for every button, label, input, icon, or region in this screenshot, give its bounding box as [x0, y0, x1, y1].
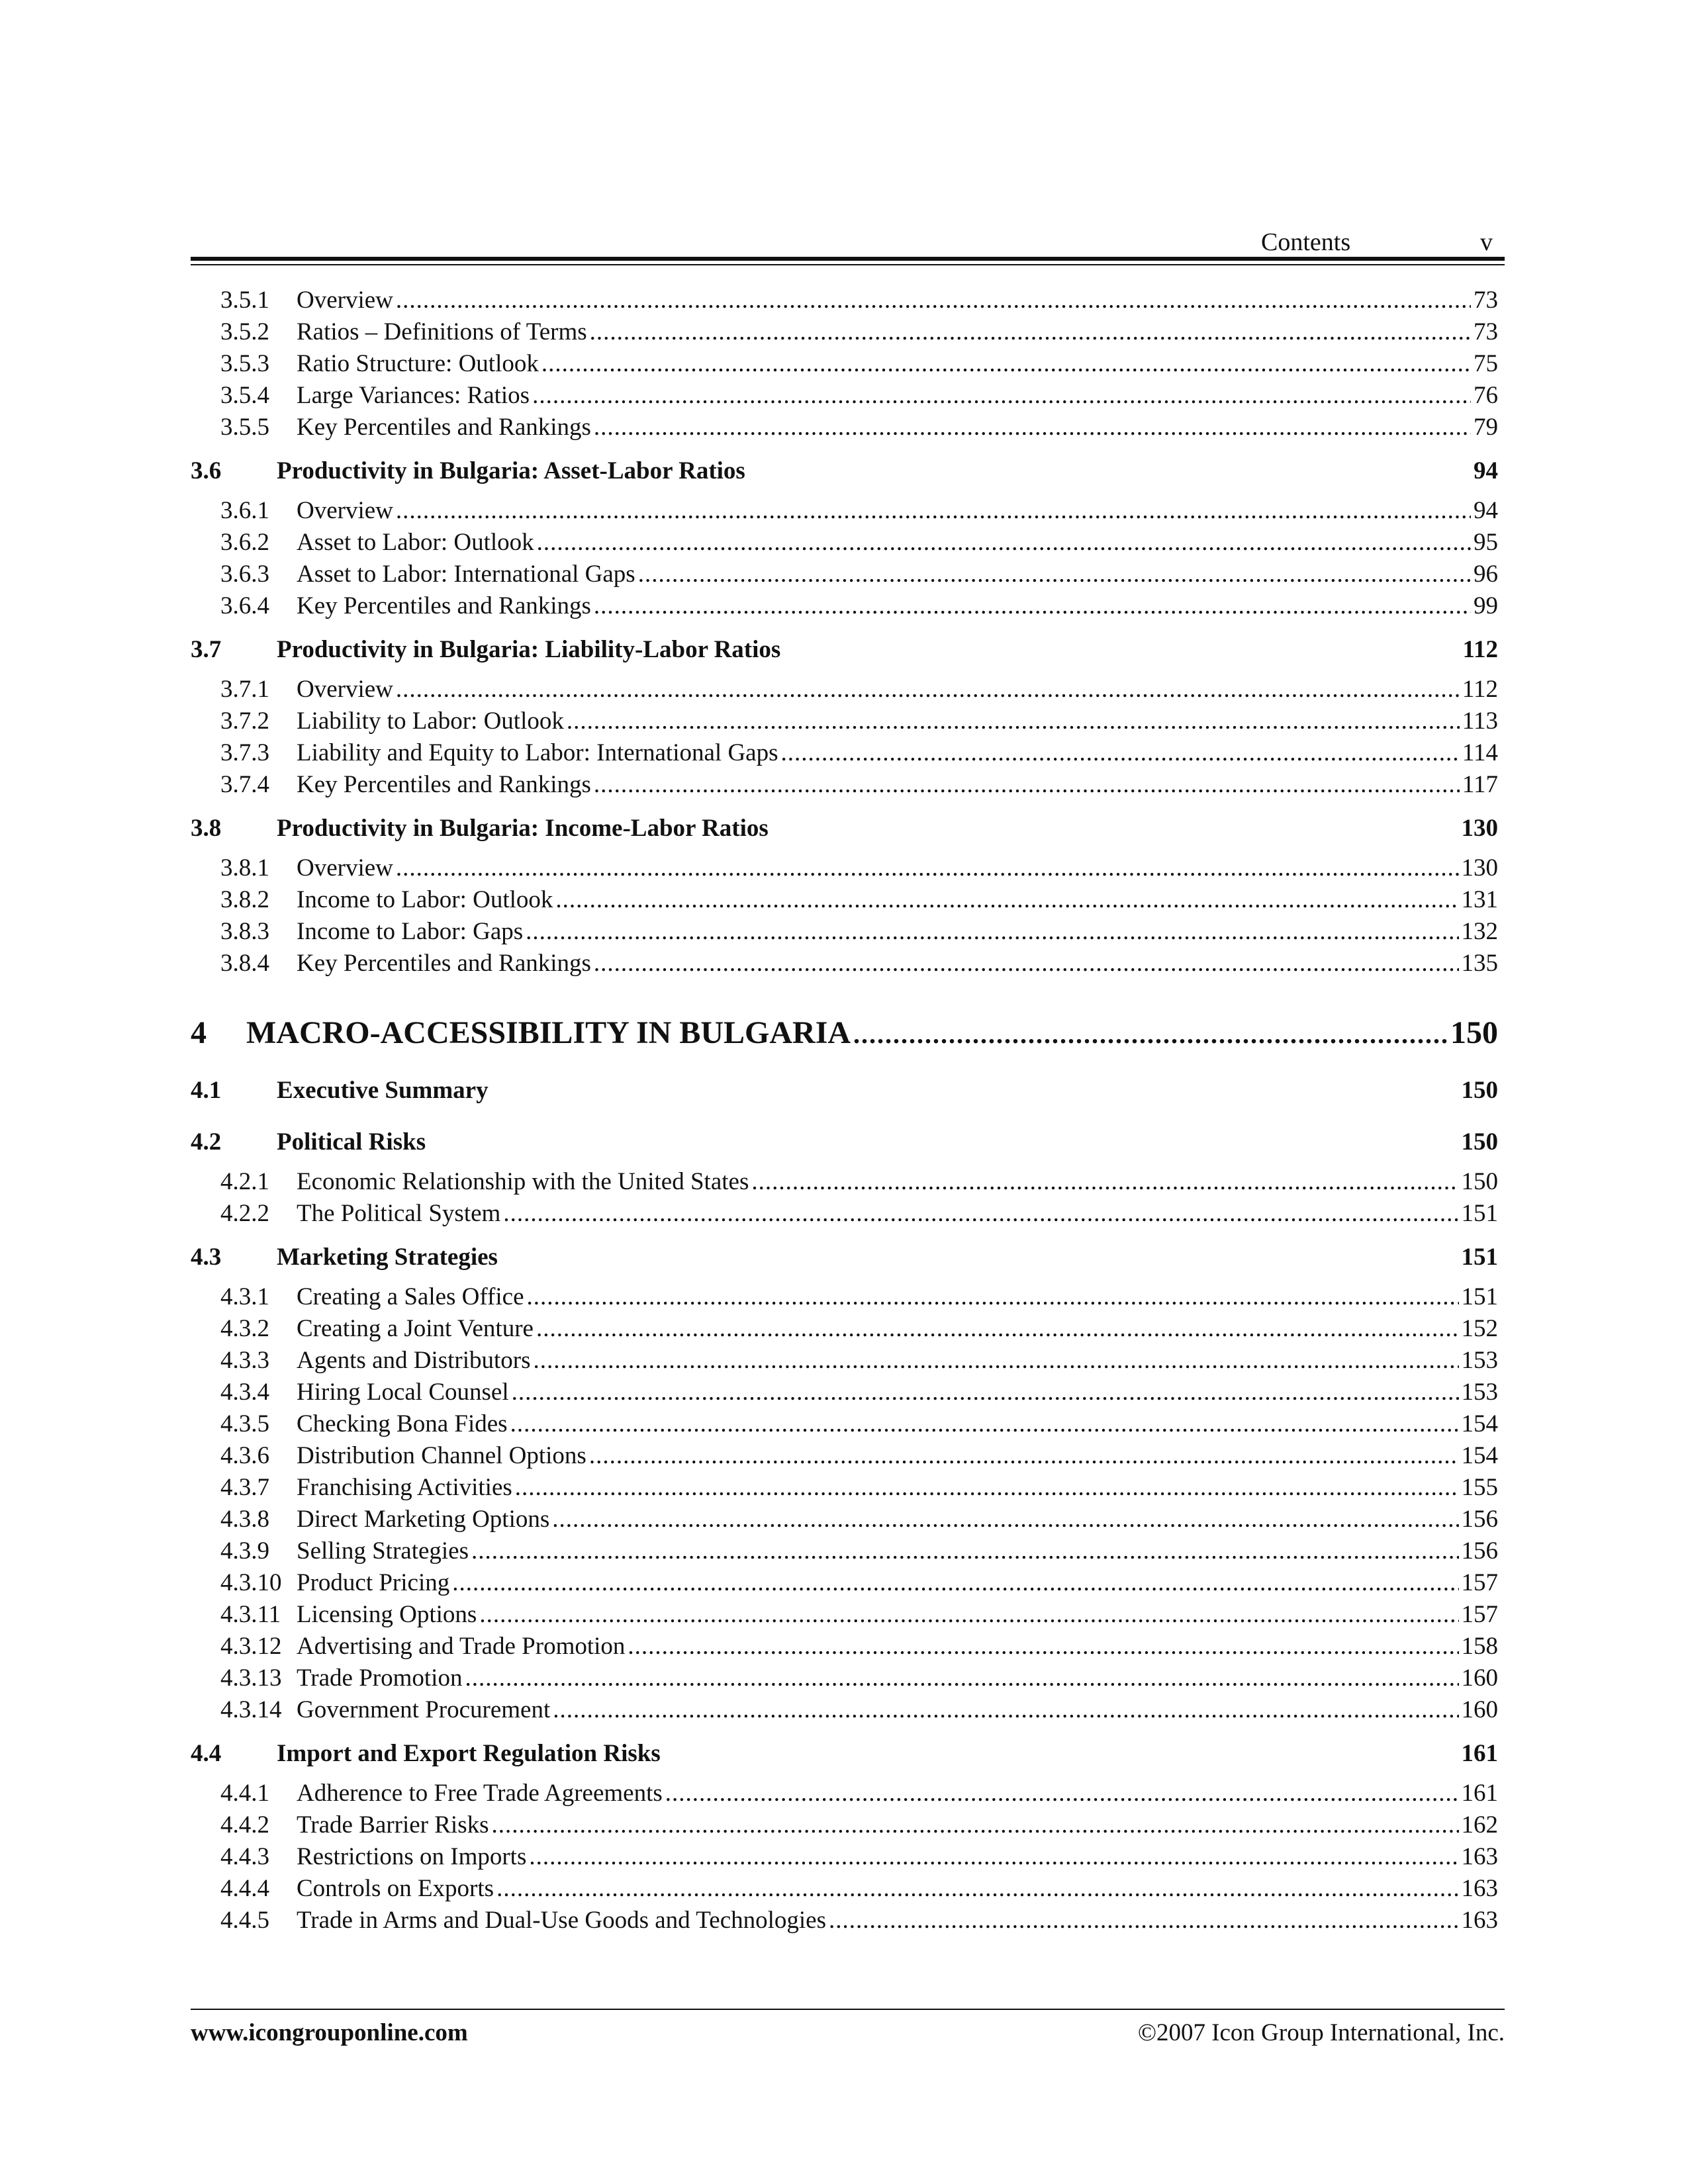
toc-sections-chapter-3	[191, 447, 1498, 979]
entry-title: Overview	[297, 497, 393, 524]
section-page: 112	[1462, 636, 1498, 663]
toc-entry-row[interactable]	[191, 1504, 1498, 1535]
dot-leader	[496, 1873, 1458, 1905]
entry-page: 154	[1461, 1410, 1498, 1437]
dot-leader	[536, 1313, 1459, 1345]
toc-entry-row[interactable]	[191, 1778, 1498, 1809]
entry-title: Trade Barrier Risks	[297, 1811, 489, 1839]
entry-number: 4.2.2	[220, 1200, 269, 1227]
toc-entry-row[interactable]	[191, 348, 1498, 380]
dot-leader	[594, 590, 1471, 622]
toc-entry-row[interactable]	[191, 1313, 1498, 1345]
entry-page: 114	[1462, 739, 1498, 766]
toc-entry-row[interactable]	[191, 285, 1498, 316]
entry-title: Government Procurement	[297, 1696, 551, 1723]
toc-entry-row[interactable]	[191, 1809, 1498, 1841]
toc-entry-row[interactable]	[191, 1694, 1498, 1726]
toc-entry-row[interactable]	[191, 1841, 1498, 1873]
section-number: 3.7	[191, 636, 222, 663]
toc-entry-row[interactable]	[191, 884, 1498, 916]
toc-entry-row[interactable]	[191, 1281, 1498, 1313]
table-of-contents	[191, 285, 1498, 1936]
entry-title: Liability to Labor: Outlook	[297, 707, 564, 735]
entry-page: 117	[1462, 771, 1498, 798]
entry-title: Creating a Sales Office	[297, 1283, 524, 1310]
header-rule-thin	[191, 264, 1505, 265]
entry-page: 152	[1461, 1315, 1498, 1342]
entry-page: 153	[1461, 1347, 1498, 1374]
dot-leader	[526, 916, 1458, 948]
dot-leader	[853, 1005, 1448, 1064]
entry-page: 158	[1461, 1633, 1498, 1660]
toc-section	[191, 1067, 1498, 1115]
entry-title: Overview	[297, 676, 393, 703]
entry-title: Restrictions on Imports	[297, 1843, 527, 1870]
section-title: Productivity in Bulgaria: Asset-Labor Ratios	[277, 457, 745, 484]
entry-number: 3.6.4	[220, 592, 269, 619]
toc-entry-row[interactable]	[191, 948, 1498, 979]
entry-page: 151	[1461, 1283, 1498, 1310]
entry-page: 132	[1461, 918, 1498, 945]
section-number: 4.1	[191, 1077, 222, 1104]
entry-number: 3.8.1	[220, 854, 269, 882]
toc-entry-row[interactable]	[191, 1873, 1498, 1905]
section-title: Productivity in Bulgaria: Liability-Labor Ratios	[277, 636, 781, 663]
toc-entry-row[interactable]	[191, 1905, 1498, 1936]
entry-page: 156	[1461, 1506, 1498, 1533]
toc-entry-row[interactable]	[191, 1440, 1498, 1472]
section-title: Productivity in Bulgaria: Income-Labor Ratios	[277, 815, 769, 842]
entry-title: Key Percentiles and Rankings	[297, 592, 591, 619]
section-page: 161	[1461, 1740, 1498, 1767]
entry-title: Asset to Labor: Outlook	[297, 529, 534, 556]
dot-leader	[510, 1408, 1459, 1440]
toc-entry-row[interactable]	[191, 1631, 1498, 1662]
entry-title: Licensing Options	[297, 1601, 477, 1628]
entry-number: 4.3.1	[220, 1283, 269, 1310]
entry-number: 4.3.7	[220, 1474, 269, 1501]
section-number: 3.8	[191, 815, 222, 842]
entry-title: Overview	[297, 287, 393, 314]
section-title: Executive Summary	[277, 1077, 489, 1104]
dot-leader	[628, 1631, 1458, 1662]
entry-title: Ratio Structure: Outlook	[297, 350, 539, 377]
toc-section	[191, 447, 1498, 622]
toc-entry-row[interactable]	[191, 412, 1498, 443]
entry-number: 3.5.1	[220, 287, 269, 314]
entry-page: 130	[1461, 854, 1498, 882]
entry-title: Large Variances: Ratios	[297, 382, 530, 409]
entry-number: 3.8.4	[220, 950, 269, 977]
toc-section-row[interactable]	[191, 1118, 1498, 1166]
entry-title: Economic Relationship with the United States	[297, 1168, 749, 1195]
entry-title: Product Pricing	[297, 1569, 450, 1596]
entry-page: 112	[1462, 676, 1498, 703]
entry-title: Checking Bona Fides	[297, 1410, 508, 1437]
toc-entry-row[interactable]	[191, 674, 1498, 705]
entry-number: 4.3.10	[220, 1569, 282, 1596]
section-number: 4.3	[191, 1244, 222, 1271]
entry-number: 3.5.4	[220, 382, 269, 409]
toc-section-row[interactable]	[191, 447, 1498, 495]
entry-page: 96	[1474, 561, 1498, 588]
section-page: 151	[1461, 1244, 1498, 1271]
entry-number: 3.6.2	[220, 529, 269, 556]
entry-page: 113	[1462, 707, 1498, 735]
entry-page: 156	[1461, 1537, 1498, 1565]
entry-page: 154	[1461, 1442, 1498, 1469]
dot-leader	[396, 495, 1471, 527]
toc-entry-row[interactable]	[191, 590, 1498, 622]
entry-number: 4.4.3	[220, 1843, 269, 1870]
entry-title: Income to Labor: Outlook	[297, 886, 553, 913]
toc-entry-row[interactable]	[191, 1166, 1498, 1198]
entry-title: Trade Promotion	[297, 1664, 463, 1692]
entry-page: 150	[1461, 1168, 1498, 1195]
dot-leader	[527, 1281, 1459, 1313]
entry-page: 99	[1474, 592, 1498, 619]
entry-page: 73	[1474, 318, 1498, 345]
dot-leader	[780, 737, 1459, 769]
toc-entry-row[interactable]	[191, 1567, 1498, 1599]
section-page: 150	[1461, 1128, 1498, 1156]
entry-number: 4.3.14	[220, 1696, 282, 1723]
entry-page: 75	[1474, 350, 1498, 377]
entry-page: 94	[1474, 497, 1498, 524]
toc-section-row[interactable]	[191, 805, 1498, 852]
dot-leader	[751, 1166, 1458, 1198]
entry-number: 3.6.1	[220, 497, 269, 524]
entry-number: 4.4.1	[220, 1780, 269, 1807]
entry-title: Income to Labor: Gaps	[297, 918, 524, 945]
entry-number: 4.3.13	[220, 1664, 282, 1692]
entry-page: 157	[1461, 1569, 1498, 1596]
entry-number: 3.7.4	[220, 771, 269, 798]
footer-website[interactable]: www.icongrouponline.com	[191, 2019, 468, 2046]
toc-entry-row[interactable]	[191, 1535, 1498, 1567]
section-number: 4.4	[191, 1740, 222, 1767]
toc-entry-row[interactable]	[191, 1472, 1498, 1504]
toc-entry-row[interactable]	[191, 1377, 1498, 1408]
entry-number: 3.5.2	[220, 318, 269, 345]
entry-page: 163	[1461, 1907, 1498, 1934]
entry-number: 4.3.12	[220, 1633, 282, 1660]
chapter-title: MACRO-ACCESSIBILITY IN BULGARIA	[246, 1015, 851, 1050]
entry-title: Asset to Labor: International Gaps	[297, 561, 635, 588]
dot-leader	[638, 559, 1471, 590]
entry-title: Creating a Joint Venture	[297, 1315, 534, 1342]
entry-title: Key Percentiles and Rankings	[297, 771, 591, 798]
dot-leader	[553, 1694, 1458, 1726]
toc-entry-row[interactable]	[191, 380, 1498, 412]
toc-entry-row[interactable]	[191, 1599, 1498, 1631]
dot-leader	[503, 1198, 1458, 1230]
entry-page: 161	[1461, 1780, 1498, 1807]
entry-title: Selling Strategies	[297, 1537, 469, 1565]
toc-entry-row[interactable]	[191, 559, 1498, 590]
toc-chapter-row[interactable]	[191, 1003, 1498, 1063]
section-page: 94	[1474, 457, 1498, 484]
entry-number: 4.4.5	[220, 1907, 269, 1934]
entry-number: 3.7.2	[220, 707, 269, 735]
toc-section-row[interactable]	[191, 1730, 1498, 1778]
dot-leader	[465, 1662, 1458, 1694]
toc-section	[191, 626, 1498, 801]
dot-leader	[589, 1440, 1459, 1472]
toc-entry-row[interactable]	[191, 705, 1498, 737]
entry-title: Trade in Arms and Dual-Use Goods and Technologies	[297, 1907, 826, 1934]
toc-entry-row[interactable]	[191, 852, 1498, 884]
toc-section	[191, 805, 1498, 979]
entry-page: 163	[1461, 1875, 1498, 1902]
entry-page: 163	[1461, 1843, 1498, 1870]
toc-entry-row[interactable]	[191, 316, 1498, 348]
entry-title: Advertising and Trade Promotion	[297, 1633, 626, 1660]
entry-title: Key Percentiles and Rankings	[297, 950, 591, 977]
dot-leader	[471, 1535, 1459, 1567]
entry-title: Agents and Distributors	[297, 1347, 531, 1374]
toc-entry-row[interactable]	[191, 495, 1498, 527]
entry-title: The Political System	[297, 1200, 501, 1227]
dot-leader	[534, 1345, 1459, 1377]
entry-title: Ratios – Definitions of Terms	[297, 318, 587, 345]
entry-page: 160	[1461, 1696, 1498, 1723]
toc-section	[191, 1730, 1498, 1936]
entry-number: 4.2.1	[220, 1168, 269, 1195]
footer-rule	[191, 2009, 1505, 2010]
entry-page: 73	[1474, 287, 1498, 314]
entry-page: 155	[1461, 1474, 1498, 1501]
entry-page: 79	[1474, 414, 1498, 441]
dot-leader	[515, 1472, 1459, 1504]
entry-page: 131	[1461, 886, 1498, 913]
dot-leader	[532, 380, 1471, 412]
entry-number: 3.8.2	[220, 886, 269, 913]
entry-number: 4.3.5	[220, 1410, 269, 1437]
dot-leader	[396, 852, 1459, 884]
entry-number: 4.3.3	[220, 1347, 269, 1374]
entry-number: 4.3.4	[220, 1379, 269, 1406]
toc-sections-chapter-4	[191, 1067, 1498, 1936]
section-title: Marketing Strategies	[277, 1244, 498, 1271]
header-page-number: v	[1480, 228, 1493, 256]
dot-leader	[396, 285, 1471, 316]
footer-copyright: ©2007 Icon Group International, Inc.	[1137, 2019, 1505, 2046]
entry-page: 157	[1461, 1601, 1498, 1628]
toc-section	[191, 1234, 1498, 1726]
entry-title: Distribution Channel Options	[297, 1442, 586, 1469]
entry-number: 4.3.2	[220, 1315, 269, 1342]
section-number: 3.6	[191, 457, 222, 484]
dot-leader	[537, 527, 1471, 559]
entry-number: 4.3.6	[220, 1442, 269, 1469]
entry-number: 4.4.4	[220, 1875, 269, 1902]
dot-leader	[492, 1809, 1459, 1841]
entry-number: 4.4.2	[220, 1811, 269, 1839]
chapter-page: 150	[1450, 1015, 1498, 1050]
dot-leader	[590, 316, 1471, 348]
entry-number: 4.3.11	[220, 1601, 281, 1628]
entry-title: Liability and Equity to Labor: International Gaps	[297, 739, 778, 766]
section-title: Import and Export Regulation Risks	[277, 1740, 661, 1767]
header-rule-thick	[191, 257, 1505, 261]
toc-pre-items	[191, 285, 1498, 443]
toc-section-row[interactable]	[191, 1067, 1498, 1115]
entry-number: 3.8.3	[220, 918, 269, 945]
entry-page: 153	[1461, 1379, 1498, 1406]
dot-leader	[567, 705, 1460, 737]
entry-page: 151	[1461, 1200, 1498, 1227]
entry-number: 3.5.3	[220, 350, 269, 377]
entry-page: 95	[1474, 529, 1498, 556]
entry-page: 135	[1461, 950, 1498, 977]
entry-number: 3.7.1	[220, 676, 269, 703]
dot-leader	[452, 1567, 1458, 1599]
entry-page: 160	[1461, 1664, 1498, 1692]
dot-leader	[396, 674, 1460, 705]
dot-leader	[594, 948, 1459, 979]
entry-number: 4.3.9	[220, 1537, 269, 1565]
section-page: 130	[1461, 815, 1498, 842]
toc-entry-row[interactable]	[191, 1345, 1498, 1377]
entry-number: 3.7.3	[220, 739, 269, 766]
toc-entry-row[interactable]	[191, 527, 1498, 559]
dot-leader	[594, 769, 1460, 801]
entry-title: Adherence to Free Trade Agreements	[297, 1780, 663, 1807]
toc-entry-row[interactable]	[191, 1198, 1498, 1230]
toc-section-row[interactable]	[191, 626, 1498, 674]
toc-entry-row[interactable]	[191, 1662, 1498, 1694]
toc-entry-row[interactable]	[191, 916, 1498, 948]
section-number: 4.2	[191, 1128, 222, 1156]
dot-leader	[552, 1504, 1458, 1535]
dot-leader	[555, 884, 1458, 916]
toc-section-row[interactable]	[191, 1234, 1498, 1281]
entry-number: 4.3.8	[220, 1506, 269, 1533]
dot-leader	[529, 1841, 1458, 1873]
toc-entry-row[interactable]	[191, 737, 1498, 769]
entry-number: 3.6.3	[220, 561, 269, 588]
entry-title: Hiring Local Counsel	[297, 1379, 509, 1406]
chapter-number: 4	[191, 1015, 207, 1050]
dot-leader	[594, 412, 1471, 443]
toc-entry-row[interactable]	[191, 1408, 1498, 1440]
entry-title: Controls on Exports	[297, 1875, 494, 1902]
section-page: 150	[1461, 1077, 1498, 1104]
dot-leader	[665, 1778, 1459, 1809]
entry-title: Overview	[297, 854, 393, 882]
section-title: Political Risks	[277, 1128, 426, 1156]
entry-title: Direct Marketing Options	[297, 1506, 550, 1533]
entry-number: 3.5.5	[220, 414, 269, 441]
header-title: Contents	[1261, 228, 1351, 256]
dot-leader	[479, 1599, 1458, 1631]
dot-leader	[541, 348, 1471, 380]
entry-title: Key Percentiles and Rankings	[297, 414, 591, 441]
toc-section	[191, 1118, 1498, 1230]
dot-leader	[512, 1377, 1459, 1408]
entry-page: 162	[1461, 1811, 1498, 1839]
dot-leader	[829, 1905, 1459, 1936]
toc-entry-row[interactable]	[191, 769, 1498, 801]
entry-page: 76	[1474, 382, 1498, 409]
entry-title: Franchising Activities	[297, 1474, 512, 1501]
